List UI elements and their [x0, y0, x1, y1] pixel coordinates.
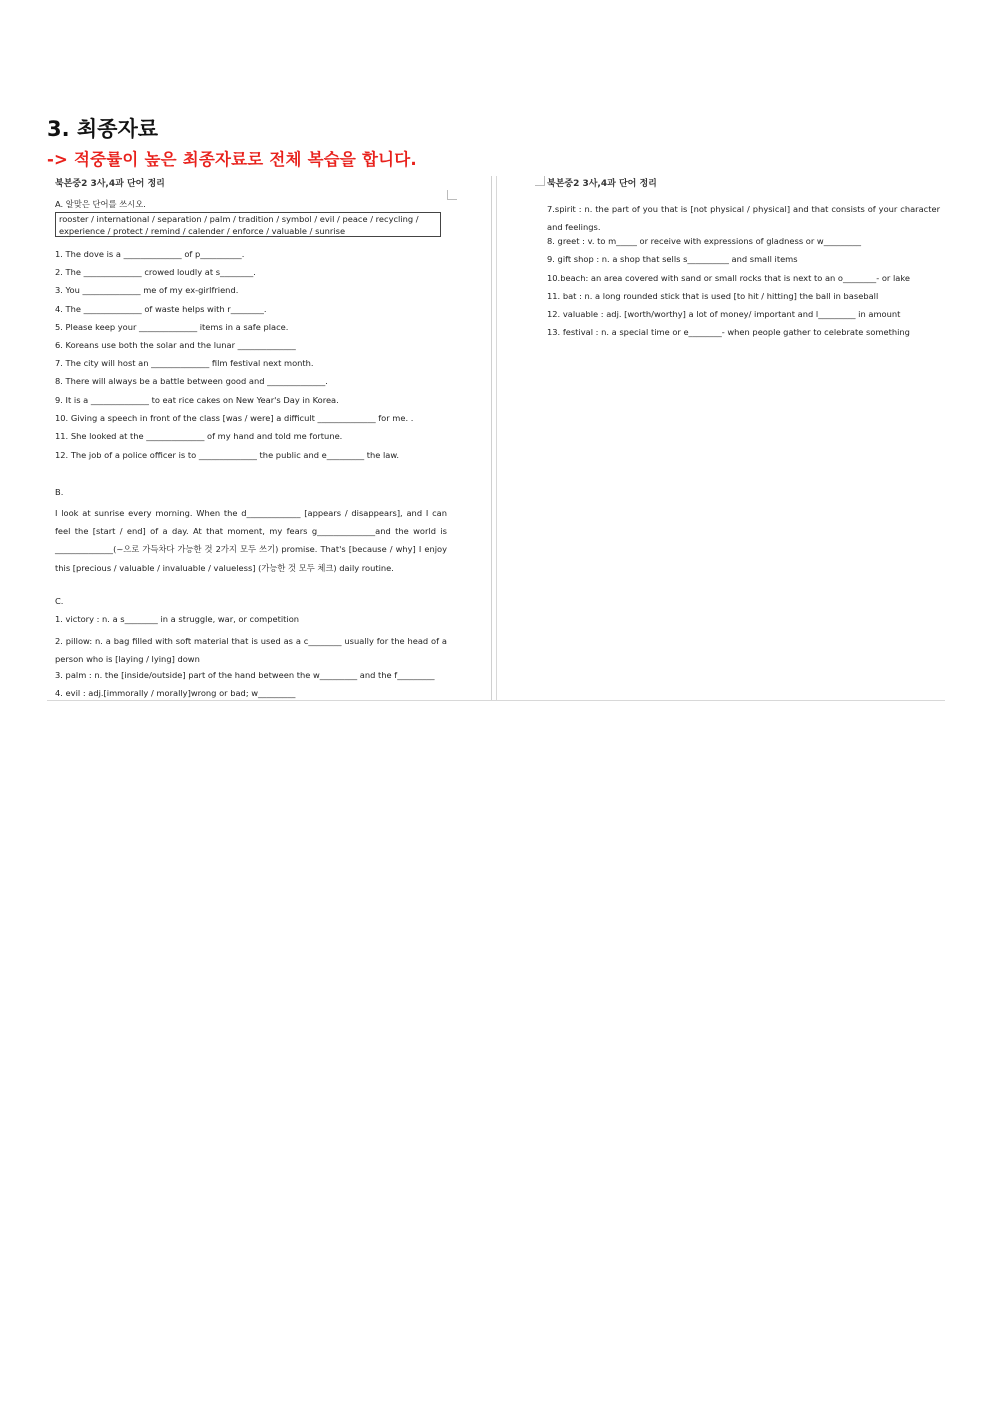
- left-page-title: 북본중2 3사,4과 단어 정리: [55, 179, 165, 189]
- definition-spirit: 7.spirit : n. the part of you that is [not physical / physical] and that consists of your character and feelings.: [547, 204, 940, 233]
- definition-greet: 8. greet : v. to m_____ or receive with expressions of gladness or w_________: [547, 236, 862, 246]
- word-bank-line: rooster / international / separation / palm / tradition / symbol / evil / peace / recycling /: [59, 214, 419, 224]
- document-spread: [47, 176, 945, 701]
- definition-victory: 1. victory : n. a s________ in a struggle, war, or competition: [55, 614, 300, 624]
- sentence-2: 2. The ______________ crowed loudly at s________.: [55, 267, 256, 277]
- definition-beach: 10.beach: an area covered with sand or small rocks that is next to an o________- or lake: [547, 273, 910, 283]
- sentence-7: 7. The city will host an ______________ film festival next month.: [55, 358, 314, 368]
- definition-gift-shop: 9. gift shop : n. a shop that sells s__________ and small items: [547, 254, 798, 264]
- section-subtitle: -> 적중률이 높은 최종자료로 전체 복습을 합니다.: [47, 150, 417, 169]
- definition-bat: 11. bat : n. a long rounded stick that is used [to hit / hitting] the ball in baseball: [547, 291, 879, 301]
- section-a-label: A. 알맞은 단어를 쓰시오.: [55, 199, 146, 209]
- sentence-5: 5. Please keep your ______________ items in a safe place.: [55, 322, 289, 332]
- left-page: [47, 176, 490, 700]
- word-bank-line: experience / protect / remind / calender / enforce / valuable / sunrise: [59, 226, 346, 236]
- definition-pillow: 2. pillow: n. a bag filled with soft material that is used as a c________ usually for the head of a person who is [laying / lying] down: [55, 636, 447, 665]
- section-heading: 3. 최종자료: [47, 117, 159, 141]
- sentence-10: 10. Giving a speech in front of the class [was / were] a difficult ______________ for me. .: [55, 413, 414, 423]
- section-b-paragraph: I look at sunrise every morning. When the d_____________ [appears / disappears], and I can feel the [start / end] of a day. At that moment, my fears g______________and the world is ______________(~으로 가득차다 가능한 것 2가지 모두 쓰기) promise. That's [because / why] I enjoy this [precious / valuable / invaluable / valueless] (가능한 것 모두 체크) daily routine.: [55, 508, 447, 573]
- crop-mark: [535, 176, 545, 186]
- sentence-1: 1. The dove is a ______________ of p__________.: [55, 249, 245, 259]
- definition-festival: 13. festival : n. a special time or e________- when people gather to celebrate something: [547, 327, 910, 337]
- definition-valuable: 12. valuable : adj. [worth/worthy] a lot of money/ important and l_________ in amount: [547, 309, 901, 319]
- sentence-4: 4. The ______________ of waste helps with r________.: [55, 304, 267, 314]
- definition-palm: 3. palm : n. the [inside/outside] part of the hand between the w_________ and the f_________: [55, 670, 435, 680]
- sentence-3: 3. You ______________ me of my ex-girlfriend.: [55, 285, 239, 295]
- definition-evil: 4. evil : adj.[immorally / morally]wrong or bad; w_________: [55, 688, 296, 698]
- section-b-label: B.: [55, 487, 64, 497]
- sentence-8: 8. There will always be a battle between good and ______________.: [55, 376, 328, 386]
- crop-mark: [447, 190, 457, 200]
- sentence-11: 11. She looked at the ______________ of my hand and told me fortune.: [55, 431, 343, 441]
- right-page-title: 북본중2 3사,4과 단어 정리: [547, 179, 657, 189]
- sentence-9: 9. It is a ______________ to eat rice cakes on New Year's Day in Korea.: [55, 395, 339, 405]
- section-c-label: C.: [55, 596, 64, 606]
- right-page: [502, 176, 945, 700]
- sentence-12: 12. The job of a police officer is to ______________ the public and e_________ the law.: [55, 450, 400, 460]
- word-bank: [55, 212, 441, 237]
- sentence-6: 6. Koreans use both the solar and the lunar ______________: [55, 340, 296, 350]
